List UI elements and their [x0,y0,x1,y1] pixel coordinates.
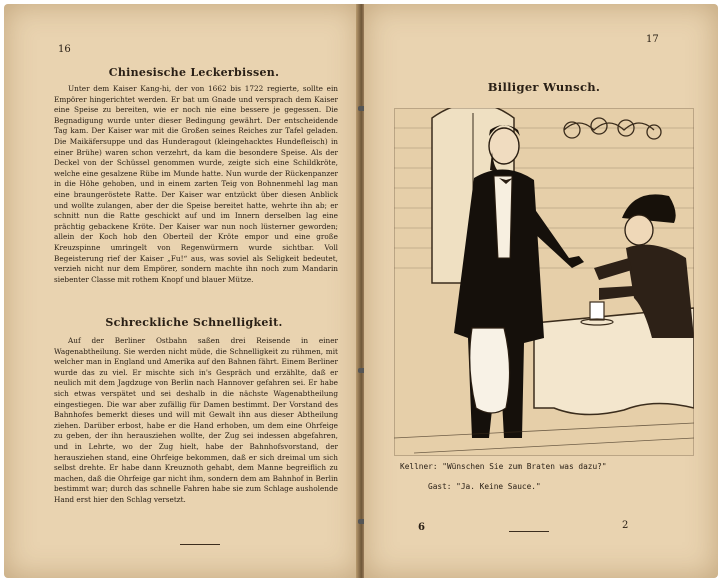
caption-waiter: Kellner: "Wünschen Sie zum Braten was dazu?" [400,462,607,471]
paragraph: Auf der Berliner Ostbahn saßen drei Reisende in einer Wagenabtheilung. Sie werden nicht müde, die Schnelligkeit zu rühmen, mit welcher man in England und Amerika auf den Bahnen fährt. Einem Berliner wurde das zu viel. Er mischte sich in's Gespräch und erzählte, daß er neulich mit dem Jagdzuge von Berlin nach Hannover gefahren sei. Er habe sich etwas verspätet und sei deshalb in die nächste Wagenabtheilung eingestiegen. Die war aber zufällig für Damen bestimmt. Der Vorstand des Bahnhofes bemerkt dieses und will mit Gewalt ihn aus dieser Abtheilung ziehen. Darüber erbost, habe er die Hand erhoben, um dem eine Ohrfeige zu geben, der ihn herausziehen wollte, der Zug sei indessen abgefahren, und in Lehrte, wo der Zug hielt, habe der Bahnhofsvorstand, der herausziehen stand, eine Ohrfeige bekommen, daß er sich dreimal um sich selbst drehte. Er habe dann Kreuznoth gehabt, dem Manne begreiflich zu machen, daß die Ohrfeige gar nicht ihm, sondern dem am Bahnhof in Berlin bestimmt war; durch das schnelle Fahren habe sie zum Schlage ausholende Hand erst hier den Schlag versetzt. [54,336,338,504]
open-book [4,4,718,578]
divider-line [509,531,549,532]
left-page [4,4,360,578]
divider-line [180,544,220,545]
signature-mark-left: 6 [418,522,425,533]
section-text-chinese [54,84,338,306]
signature-mark-right: 2 [622,520,629,531]
right-page [364,4,718,578]
page-number-right: 17 [646,34,659,45]
section-title-chinese: Chinesische Leckerbissen. [108,66,280,79]
cartoon-title: Billiger Wunsch. [487,80,601,94]
section-text-schnelligkeit [54,336,338,528]
cartoon-illustration [394,108,694,456]
paragraph: Unter dem Kaiser Kang-hi, der von 1662 bis 1722 regierte, sollte ein Empörer hingerichtet werden. Er bat um Gnade und versprach dem Kaiser eine Speise zu bereiten, wie er noch nie eine bessere je gegessen. Die Begnadigung wurde unter dieser Bedingung gewährt. Der entscheidende Tag kam. Der Kaiser war mit die Großen seines Reiches zur Tafel geladen. Die Maikäfersuppe und das Hunderagout (kleingehacktes Hundefleisch) in einer Brühe) waren schon verzehrt, da kam die besondere Speise. Als der Deckel von der Schüssel genommen wurde, zeigte sich eine Schildkröte, welche eine gesalzene Rübe im Munde hatte. Nun wurde der Rückenpanzer in die Höhe gehoben, und in einem zarten Teig von Bohnenmehl lag man eine braungeröstete Ratte. Der Kaiser war entzückt über diesen Anblick und wollte zulangen, aber der die Speise bereitet hatte, wehrte ihn ab; er schnitt nun die Ratte geschickt auf und im Innern derselben lag eine prächtig gebackene Kröte. Der Kaiser war nun noch lüsterner geworden; allein der Koch hob den Oberteil der Kröte empor und eine große Kreuzspinne umringelt von Regenwürmern wurde sichtbar. Voll Begeisterung rief der Kaiser „Fu!“ aus, was soviel als Seligkeit bedeutet, verzieh nicht nur dem Empörer, sondern machte ihn noch zum Mandarin siebenter Classe mit rothem Knopf und blauer Mütze. [54,84,338,284]
page-number-left: 16 [58,44,71,55]
caption-guest: Gast: "Ja. Keine Sauce." [428,482,541,491]
section-title-schnelligkeit: Schreckliche Schnelligkeit. [105,316,283,329]
